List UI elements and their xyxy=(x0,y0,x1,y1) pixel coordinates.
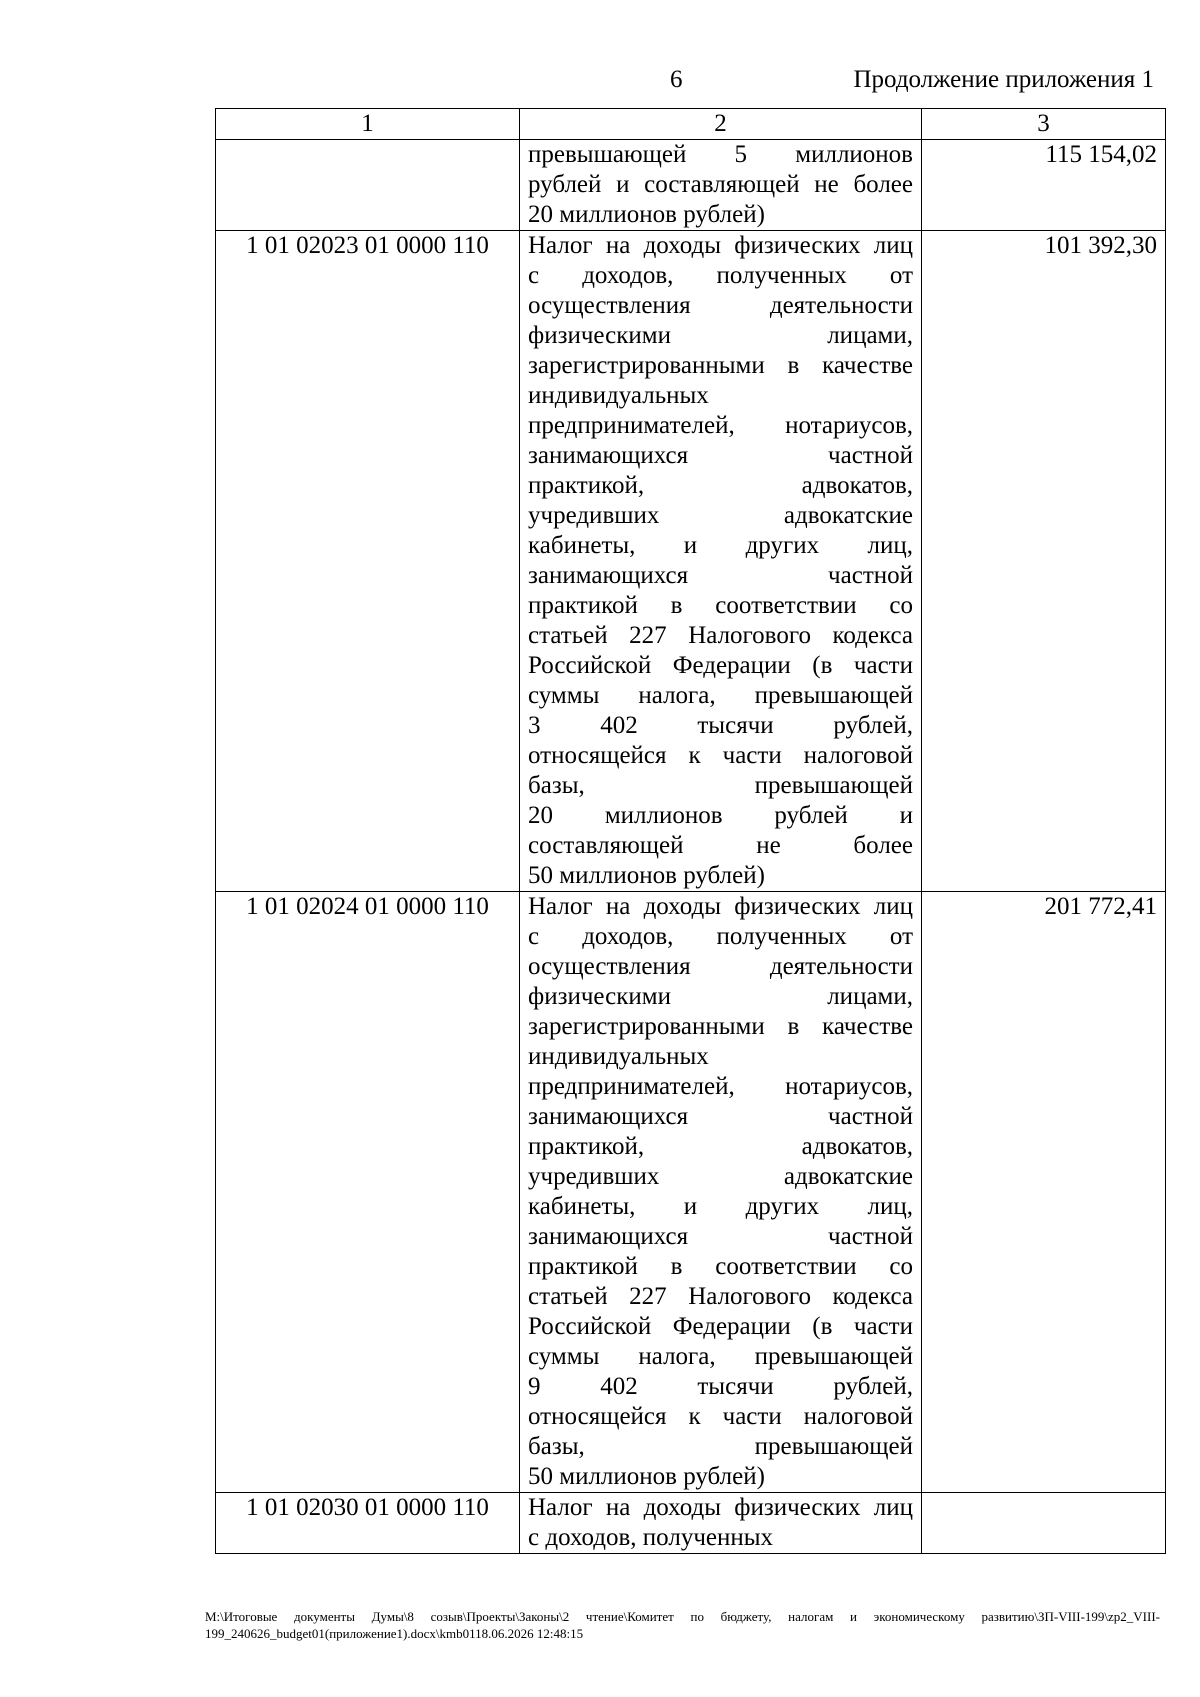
description-line: Российской Федерации (в части xyxy=(528,1313,913,1340)
description-line: индивидуальных xyxy=(528,1043,709,1070)
amount-cell: 101 392,30 xyxy=(922,231,1166,892)
table-row xyxy=(216,140,1166,231)
description-cell xyxy=(520,231,922,892)
description-line: осуществления деятельности xyxy=(528,292,913,319)
page-number: 6 xyxy=(670,66,683,93)
table-row xyxy=(216,1493,1166,1554)
description-line: 50 миллионов рублей) xyxy=(528,862,765,889)
description-line: практикой, адвокатов, xyxy=(528,472,913,499)
description-line: предпринимателей, нотариусов, xyxy=(528,412,913,439)
description-line: базы, превышающей xyxy=(528,1433,913,1460)
description-line: с доходов, полученных от xyxy=(528,262,913,289)
description-line: физическими лицами, xyxy=(528,983,913,1010)
amount-cell: 201 772,41 xyxy=(922,892,1166,1493)
description-line: Налог на доходы физических лиц xyxy=(528,232,913,259)
description-line: статьей 227 Налогового кодекса xyxy=(528,622,913,649)
description-line: учредивших адвокатские xyxy=(528,502,913,529)
budget-code-cell: 1 01 02023 01 0000 110 xyxy=(216,231,520,892)
description-line: с доходов, полученных xyxy=(528,1524,774,1551)
description-line: превышающей 5 миллионов xyxy=(528,141,913,168)
description-line: 9 402 тысячи рублей, xyxy=(528,1373,913,1400)
column-header-1: 1 xyxy=(216,109,520,140)
amount-cell: 115 154,02 xyxy=(922,140,1166,231)
description-line: кабинеты, и других лиц, xyxy=(528,1193,913,1220)
column-header-3: 3 xyxy=(922,109,1166,140)
description-line: практикой в соответствии со xyxy=(528,592,913,619)
description-line: рублей и составляющей не более xyxy=(528,171,913,198)
description-line: суммы налога, превышающей xyxy=(528,1343,913,1370)
description-line: занимающихся частной xyxy=(528,1223,913,1250)
budget-code-cell: 1 01 02030 01 0000 110 xyxy=(216,1493,520,1554)
description-line: кабинеты, и других лиц, xyxy=(528,532,913,559)
description-line: 3 402 тысячи рублей, xyxy=(528,712,913,739)
description-line: занимающихся частной xyxy=(528,562,913,589)
description-line: практикой, адвокатов, xyxy=(528,1133,913,1160)
description-line: суммы налога, превышающей xyxy=(528,682,913,709)
description-line: практикой в соответствии со xyxy=(528,1253,913,1280)
description-line: учредивших адвокатские xyxy=(528,1163,913,1190)
description-line: зарегистрированными в качестве xyxy=(528,352,913,379)
description-line: зарегистрированными в качестве xyxy=(528,1013,913,1040)
description-line: базы, превышающей xyxy=(528,772,913,799)
table-row xyxy=(216,231,1166,892)
description-line: 50 миллионов рублей) xyxy=(528,1463,765,1490)
description-line: Налог на доходы физических лиц xyxy=(528,893,913,920)
description-line: с доходов, полученных от xyxy=(528,923,913,950)
description-line: 20 миллионов рублей и xyxy=(528,802,913,829)
table-header-row xyxy=(216,109,1166,140)
description-line: физическими лицами, xyxy=(528,322,913,349)
description-line: осуществления деятельности xyxy=(528,953,913,980)
description-line: Налог на доходы физических лиц xyxy=(528,1494,913,1521)
description-line: относящейся к части налоговой xyxy=(528,742,913,769)
budget-code-cell xyxy=(216,140,520,231)
description-line: занимающихся частной xyxy=(528,1103,913,1130)
amount-cell xyxy=(922,1493,1166,1554)
description-line: предпринимателей, нотариусов, xyxy=(528,1073,913,1100)
continuation-label: Продолжение приложения 1 xyxy=(853,66,1154,93)
document-path-footer: M:\Итоговые документы Думы\8 созыв\Проекты\Законы\2 чтение\Комитет по бюджету, налогам и экономическому развитию\ЗП-VIII-199\zp2_VIII-199_240626_budget01(приложение1).docx\kmb0118.06.2026 12:48:15 xyxy=(205,1609,1160,1641)
revenue-table xyxy=(215,108,1166,1554)
description-line: статьей 227 Налогового кодекса xyxy=(528,1283,913,1310)
description-cell xyxy=(520,1493,922,1554)
description-line: составляющей не более xyxy=(528,832,913,859)
table-row xyxy=(216,892,1166,1493)
description-line: 20 миллионов рублей) xyxy=(528,201,765,228)
description-line: Российской Федерации (в части xyxy=(528,652,913,679)
column-header-2: 2 xyxy=(520,109,922,140)
description-line: занимающихся частной xyxy=(528,442,913,469)
description-cell xyxy=(520,892,922,1493)
budget-code-cell: 1 01 02024 01 0000 110 xyxy=(216,892,520,1493)
description-line: индивидуальных xyxy=(528,382,709,409)
description-line: относящейся к части налоговой xyxy=(528,1403,913,1430)
description-cell xyxy=(520,140,922,231)
